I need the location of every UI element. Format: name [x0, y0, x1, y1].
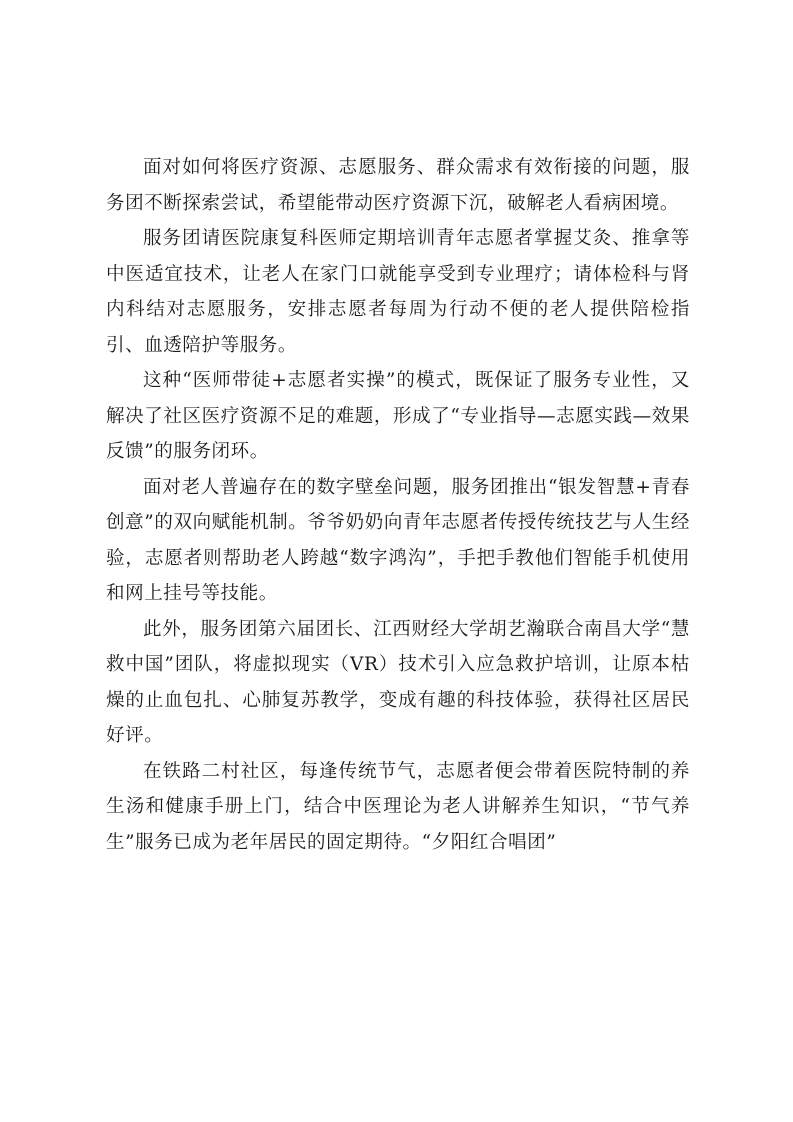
paragraph-2: 服务团请医院康复科医师定期培训青年志愿者掌握艾灸、推拿等中医适宜技术，让老人在家门口就能享受到专业理疗；请体检科与肾内科结对志愿服务，安排志愿者每周为行动不便的老人提供陪检指引、血透陪护等服务。 — [106, 228, 690, 356]
paragraph-5: 此外，服务团第六届团长、江西财经大学胡艺瀚联合南昌大学“慧救中国”团队，将虚拟现实（VR）技术引入应急救护培训，让原本枯燥的止血包扎、心肺复苏教学，变成有趣的科技体验，获得社区居民好评。 — [106, 618, 690, 746]
document-body — [106, 150, 690, 860]
paragraph-1: 面对如何将医疗资源、志愿服务、群众需求有效衔接的问题，服务团不断探索尝试，希望能带动医疗资源下沉，破解老人看病困境。 — [106, 157, 690, 214]
paragraph-6: 在铁路二村社区，每逢传统节气，志愿者便会带着医院特制的养生汤和健康手册上门，结合中医理论为老人讲解养生知识，“节气养生”服务已成为老年居民的固定期待。“夕阳红合唱团” — [106, 760, 690, 853]
paragraph-3: 这种“医师带徒+志愿者实操”的模式，既保证了服务专业性，又解决了社区医疗资源不足的难题，形成了“专业指导—志愿实践—效果反馈”的服务闭环。 — [106, 370, 690, 462]
paragraph-4: 面对老人普遍存在的数字壁垒问题，服务团推出“银发智慧+青春创意”的双向赋能机制。爷爷奶奶向青年志愿者传授传统技艺与人生经验，志愿者则帮助老人跨越“数字鸿沟”，手把手教他们智能手机使用和网上挂号等技能。 — [106, 476, 690, 604]
